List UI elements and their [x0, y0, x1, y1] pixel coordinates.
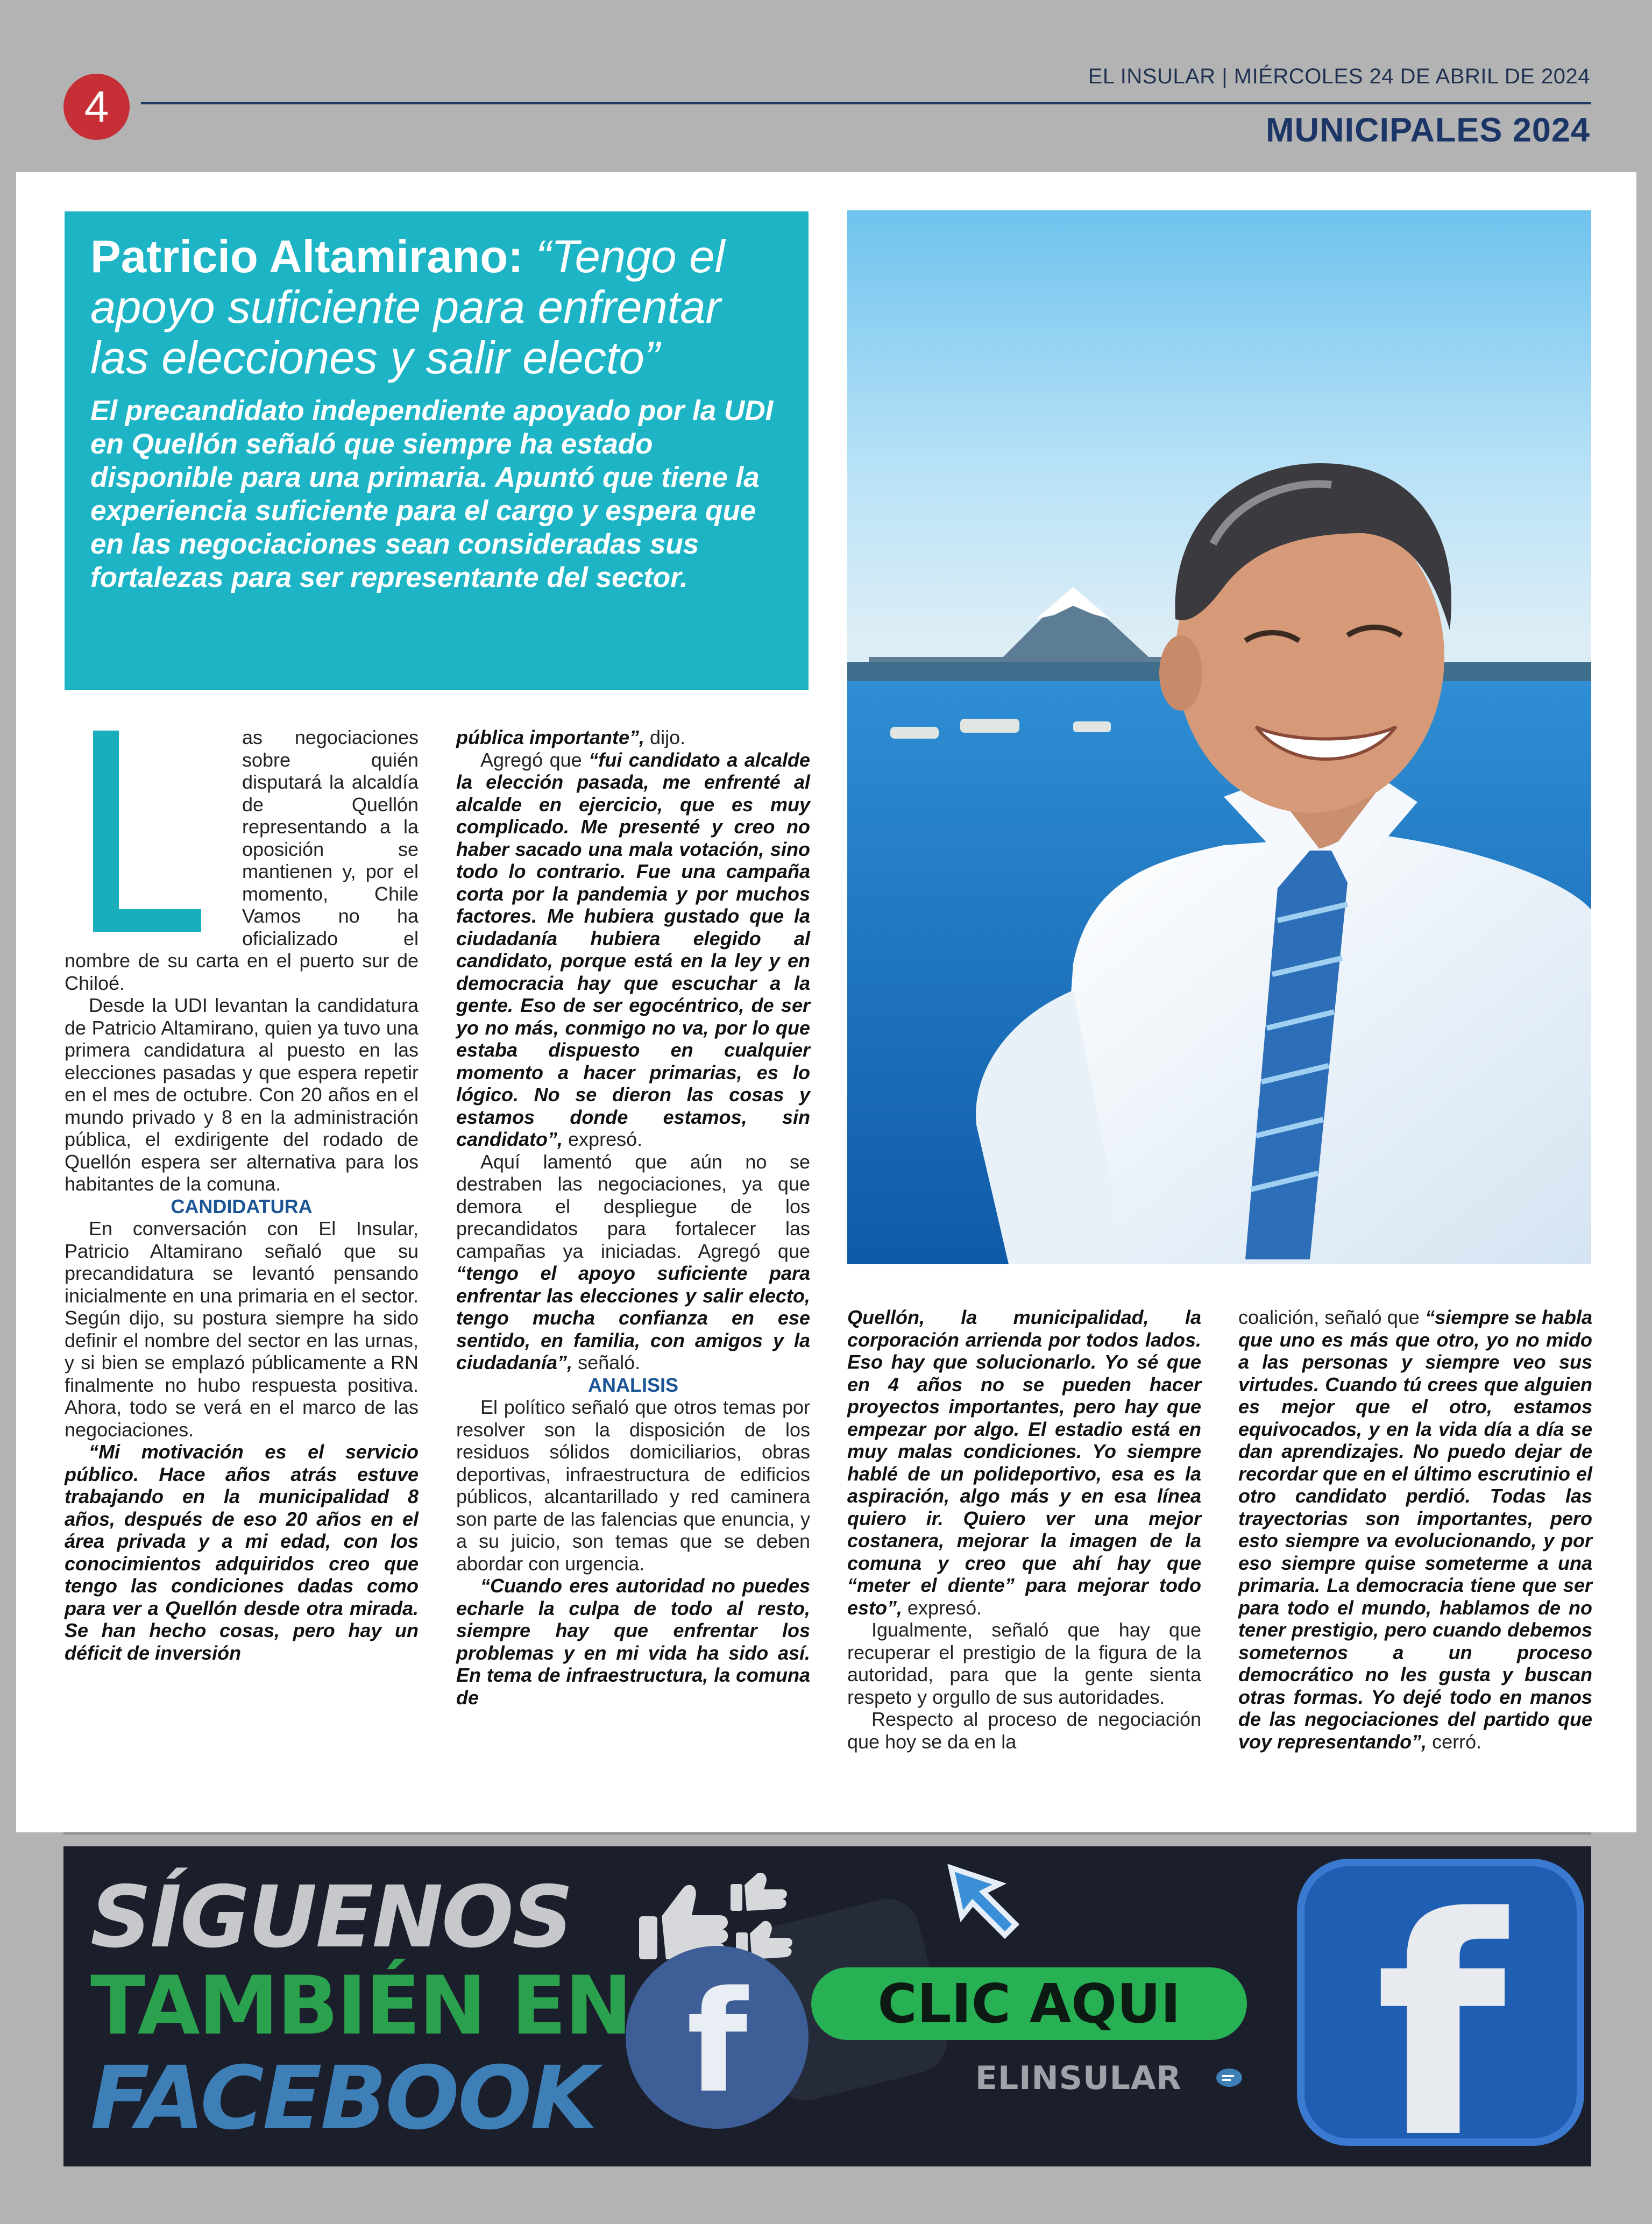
quote-text: “tengo el apoyo suficiente para enfrentar las elecciones y salir electo, tengo mucha confianza en ese sentido, en familia, con amigos y la ciudadanía”,	[456, 1262, 810, 1373]
paragraph: Igualmente, señaló que hay que recuperar el prestigio de la figura de la autoridad, para que la gente sienta respeto y orgullo de sus autoridades.	[847, 1619, 1201, 1708]
portrait-illustration	[847, 210, 1591, 1264]
paragraph	[847, 1306, 1201, 1619]
facebook-logo-icon: f	[1375, 1854, 1506, 2166]
subhead-analisis: ANALISIS	[587, 1373, 678, 1396]
facebook-circle-glyph: f	[686, 1961, 748, 2124]
drop-cap-L	[65, 726, 231, 939]
paragraph	[456, 749, 810, 1151]
quote-paragraph	[65, 1441, 419, 1664]
attribution-text: cerró.	[1427, 1730, 1482, 1753]
attribution-text: expresó.	[563, 1128, 643, 1150]
clic-aqui-button[interactable]: CLIC AQUI	[811, 1967, 1247, 2040]
portrait-photo	[847, 210, 1591, 1264]
headline	[90, 232, 783, 384]
section-title: MUNICIPALES 2024	[1266, 111, 1590, 149]
ad-divider	[63, 1832, 1591, 1835]
quote-text: “siempre se habla que uno es más que otro, yo no mido a las personas y siempre veo sus virtudes. Cuando tú crees que alguien es mejor que el otro, estamos equivocados, y en la vida día a día se dan aprendizajes. No puedo dejar de recordar que en el último escrutinio el otro candidato perdió. Todas las trayectorias son importantes, pero esto siempre va evolucionando, y por eso siempre quise someterme a una primaria. La democracia tiene que ser para todo el mundo, hablamos de no tener prestigio, pero cuando debemos someternos a un proceso democrático no les gusta y buscan otras formas. Yo dejé todo en manos de las negociaciones del partido que voy representando”,	[1238, 1306, 1592, 1753]
lead-paragraph: as negociaciones sobre quién disputará la alcaldía de Quellón representando a la oposición se mantienen y, por el momento, Chile Vamos no ha oficializado el nombre de su carta en el puerto sur de Chiloé.	[65, 726, 419, 994]
article-column-1	[65, 726, 419, 1664]
paragraph-lead: Aquí lamentó que aún no se destraben las negociaciones, ya que demora el despliegue de los precandidatos para fortalecer las campañas ya iniciadas. Agregó que	[456, 1150, 810, 1262]
ad-headline-line-3: FACEBOOK	[90, 2048, 597, 2149]
article-column-4	[1238, 1306, 1592, 1753]
attribution-text: dijo.	[644, 726, 686, 748]
quote-text: “Cuando eres autoridad no puedes echarle la culpa de todo al resto, siempre hay que enfrentar los problemas y en mi vida ha sido así. En tema de infraestructura, la comuna de	[456, 1575, 810, 1709]
quote-text: pública importante”,	[456, 726, 645, 748]
paragraph	[456, 1151, 810, 1374]
cursor-arrow-icon	[940, 1862, 1037, 1943]
headline-name: Patricio Altamirano:	[90, 231, 523, 282]
paragraph	[1238, 1306, 1592, 1753]
headline-quote: “Tengo el apoyo suficiente para enfrentar las elecciones y salir electo”	[90, 231, 725, 384]
paragraph-lead: coalición, señaló que	[1238, 1306, 1426, 1328]
quote-text: “fui candidato a alcalde la elección pasada, me enfrenté al alcalde en ejercicio, que es muy complicado. Me presenté y creo no haber sacado una mala votación, sino todo lo contrario. Fue una campaña corta por la pandemia y por muchos factores. Me hubiera gustado que la ciudadanía hubiera elegido al candidato, porque está en la ley y en democracia hay que escuchar a la gente. Eso de ser egocéntrico, de ser yo no más, conmigo no va, por lo que estaba dispuesto en cualquier momento a hacer primarias, es lo lógico. No se dieron las cosas y estamos donde estamos, sin candidato”,	[456, 748, 810, 1150]
page-number-badge: 4	[63, 74, 130, 140]
article-column-3	[847, 1306, 1201, 1753]
publication-date: EL INSULAR | MIÉRCOLES 24 DE ABRIL DE 2024	[1088, 65, 1590, 88]
chat-bubble-icon	[1216, 2068, 1243, 2090]
paragraph: El político señaló que otros temas por resolver son la disposición de los residuos sólidos domiciliarios, obras deportivas, infraestructura de edificios públicos, alcantarillado y red caminera son parte de las falencias que enuncia, y a su juicio, son temas que se deben abordar con urgencia.	[456, 1396, 810, 1575]
paragraph: Desde la UDI levantan la candidatura de Patricio Altamirano, quien ya tuvo una primera candidatura al puesto en las elecciones pasadas y que espera repetir en el mes de octubre. Con 20 años en el mundo privado y 8 en la administración pública, el exdirigente del rodado de Quellón espera ser alternativa para los habitantes de la comuna.	[65, 994, 419, 1195]
article-deck: El precandidato independiente apoyado por la UDI en Quellón señaló que siempre ha estado disponible para una primaria. Apuntó que tiene la experiencia suficiente para el cargo y espera que en las negociaciones sean consideradas sus fortalezas para ser representante del sector.	[90, 395, 774, 593]
subhead-candidatura: CANDIDATURA	[171, 1195, 313, 1217]
ad-headline-line-1: SÍGUENOS	[90, 1868, 572, 1967]
attribution-text: expresó.	[902, 1596, 982, 1619]
paragraph: En conversación con El Insular, Patricio Altamirano señaló que su precandidatura se levantó pensando inicialmente en una primaria en el sector. Según dijo, su postura siempre ha sido definir el nombre del sector en las urnas, y si bien se emplazó públicamente a RN finalmente no hubo respuesta positiva. Ahora, todo se verá en el marco de las negociaciones.	[65, 1217, 419, 1441]
headline-box	[65, 211, 809, 690]
attribution-text: señaló.	[572, 1351, 641, 1373]
article-column-2	[456, 726, 810, 1709]
quote-paragraph	[456, 1575, 810, 1709]
paragraph: Respecto al proceso de negociación que hoy se da en la	[847, 1708, 1201, 1753]
ad-brand-logo: ELINSULAR	[975, 2059, 1182, 2097]
header-rule	[141, 102, 1591, 104]
ad-headline-line-2: TAMBIÉN EN	[90, 1959, 631, 2053]
quote-text: “Mi motivación es el servicio público. Hace años atrás estuve trabajando en la municipalidad 8 años, después de eso 20 años en el área privada y a mi edad, con los conocimientos adquiridos creo que tengo las condiciones dadas como para ver a Quellón desde otra mirada. Se han hecho cosas, pero hay un déficit de inversión	[65, 1441, 419, 1664]
paragraph-lead: Agregó que	[480, 748, 589, 771]
quote-text: Quellón, la municipalidad, la corporación arrienda por todos lados. Eso hay que solucionarlo. Yo sé que en 4 años no se pueden hacer proyectos importantes, pero hay que empezar por algo. El estadio está en muy malas condiciones. Yo siempre hablé de un polideportivo, esa es la aspiración, algo más y en esa línea quiero ir. Quiero ver una mejor costanera, mejorar la imagen de la comuna y creo que ahí hay que “meter el diente” para mejorar todo esto”,	[847, 1306, 1201, 1619]
facebook-circle-icon	[626, 1946, 809, 2129]
facebook-ad-banner[interactable]	[63, 1846, 1591, 2166]
paragraph	[456, 726, 810, 749]
